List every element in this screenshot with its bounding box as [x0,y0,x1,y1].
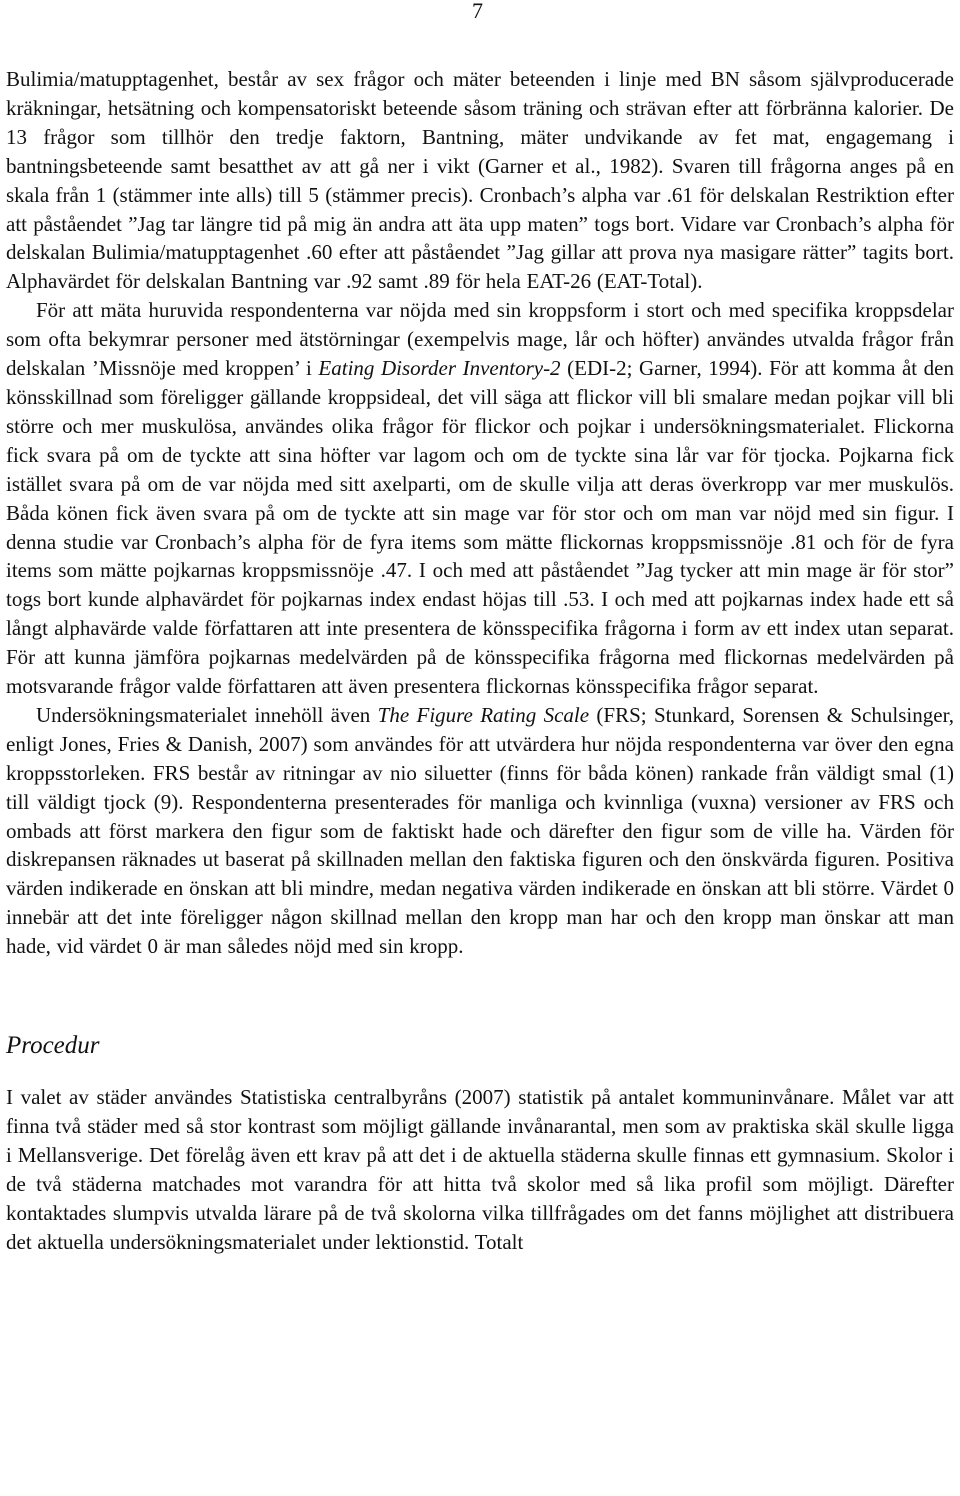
paragraph-eat-subscales [6,65,954,296]
paragraph-procedure: I valet av städer användes Statistiska centralbyråns (2007) statistik på antalet kommuninvånare. Målet var att finna två städer med så stor kontrast som möjligt gällande invånarantal, men som av praktiska skäl skulle ligga i Mellansverige. Det förelåg även ett krav på att det i de aktuella städerna skulle finnas ett gymnasium. Skolor i de två städerna matchades mot varandra för att hitta två skolor med så lika profil som möjligt. Därefter kontaktades slumpvis utvalda lärare på de två skolorna vilka tillfrågades om det fanns möjlighet att distribuera det aktuella undersökningsmaterialet under lektionstid. Totalt [6,1085,954,1254]
paragraph-text: (FRS; Stunkard, Sorensen & Schulsinger, enligt Jones, Fries & Danish, 2007) som användes för att utvärdera hur nöjda respondenterna var över den egna kroppsstorleken. FRS består av ritningar av nio siluetter (finns för båda könen) rankade från väldigt smal (1) till väldigt tjock (9). Respondenterna presenterades för manliga och kvinnliga (vuxna) versioner av FRS och ombads att först markera den figur som de faktiskt hade och därefter den figur som de ville ha. Värden för diskrepansen räknades ut baserat på skillnaden mellan den faktiska figuren och den önskvärda figuren. Positiva värden indikerade en önskan att bli mindre, medan negativa värden indikerade en önskan att bli större. Värdet 0 innebär att det inte föreligger någon skillnad mellan den kropp man har och den kropp man önskar att man hade, vid värdet 0 är man således nöjd med sin kropp. [6,702,954,959]
section-heading-procedur: Procedur [6,1032,100,1060]
instrument-title-frs: The Figure Rating Scale [377,702,590,727]
document-body [6,65,954,1257]
paragraph-figure-rating-scale [6,701,954,961]
page-number: 7 [472,0,483,23]
paragraph-text: Bulimia/matupptagenhet, består av sex frågor och mäter beteenden i linje med BN såsom självproducerade kräkningar, hetsätning och kompensatoriskt beteende såsom träning och strävan efter att förbränna kalorier. De 13 frågor som tillhör den tredje faktorn, Bantning, mäter undvikande av fet mat, engagemang i bantningsbeteende samt besatthet av att gå ner i vikt (Garner et al., 1982). Svaren till frågorna anges på en skala från 1 (stämmer inte alls) till 5 (stämmer precis). Cronbach’s alpha var .61 för delskalan Restriktion efter att påståendet ”Jag tar längre tid på mig än andra att äta upp maten” togs bort. Vidare var Cronbach’s alpha för delskalan Bulimia/matupptagenhet .60 efter att påståendet ”Jag gillar att prova nya masigare rätter” tagits bort. Alphavärdet för delskalan Bantning var .92 samt .89 för hela EAT-26 (EAT-Total). [6,67,954,294]
paragraph-text: (EDI-2; Garner, 1994). För att komma åt den könsskillnad som föreligger gällande kroppsideal, det vill säga att flickor vill bli smalare medan pojkar vill bli större och mer muskulösa, användes olika frågor för flickor och pojkar i undersökningsmaterialet. Flickorna fick svara på om de tyckte att sina höfter var lagom och om de tyckte sina lår var för tjocka. Pojkarna fick istället svara på om de var nöjda med sitt axelparti, om de skulle vilja att deras överkropp var mer muskulös. Båda könen fick även svara på om de tyckte att sin mage var för stor och om man var nöjd med sin figur. I denna studie var Cronbach’s alpha för de fyra items som mätte flickornas kroppsmissnöje .81 och för de fyra items som mätte pojkarnas kroppsmissnöje .47. I och med att påståendet ”Jag tycker att min mage är för stor” togs bort kunde alphavärdet för pojkarnas index endast höjas till .53. I och med att pojkarnas index hade ett så långt alphavärde valde författaren att inte presentera de könsspecifika frågorna i form av ett index utan separat. För att kunna jämföra pojkarnas medelvärden på de könsspecifika frågorna med flickornas medelvärden på motsvarande frågor valde författaren att även presentera flickornas könsspecifika frågor separat. [6,356,955,699]
paragraph-body-dissatisfaction [6,296,954,701]
instrument-title-edi2: Eating Disorder Inventory-2 [318,356,561,381]
paragraph-text: För att mäta huruvida respondenterna var nöjda med sin kroppsform i stort och med specifika kroppsdelar som ofta bekymrar personer med ätstörningar (exempelvis mage, lår och höfter) användes utvalda frågor från delskalan ’Missnöje med kroppen’ i [6,298,954,381]
paragraph-text: Undersökningsmaterialet innehöll även [36,702,378,727]
